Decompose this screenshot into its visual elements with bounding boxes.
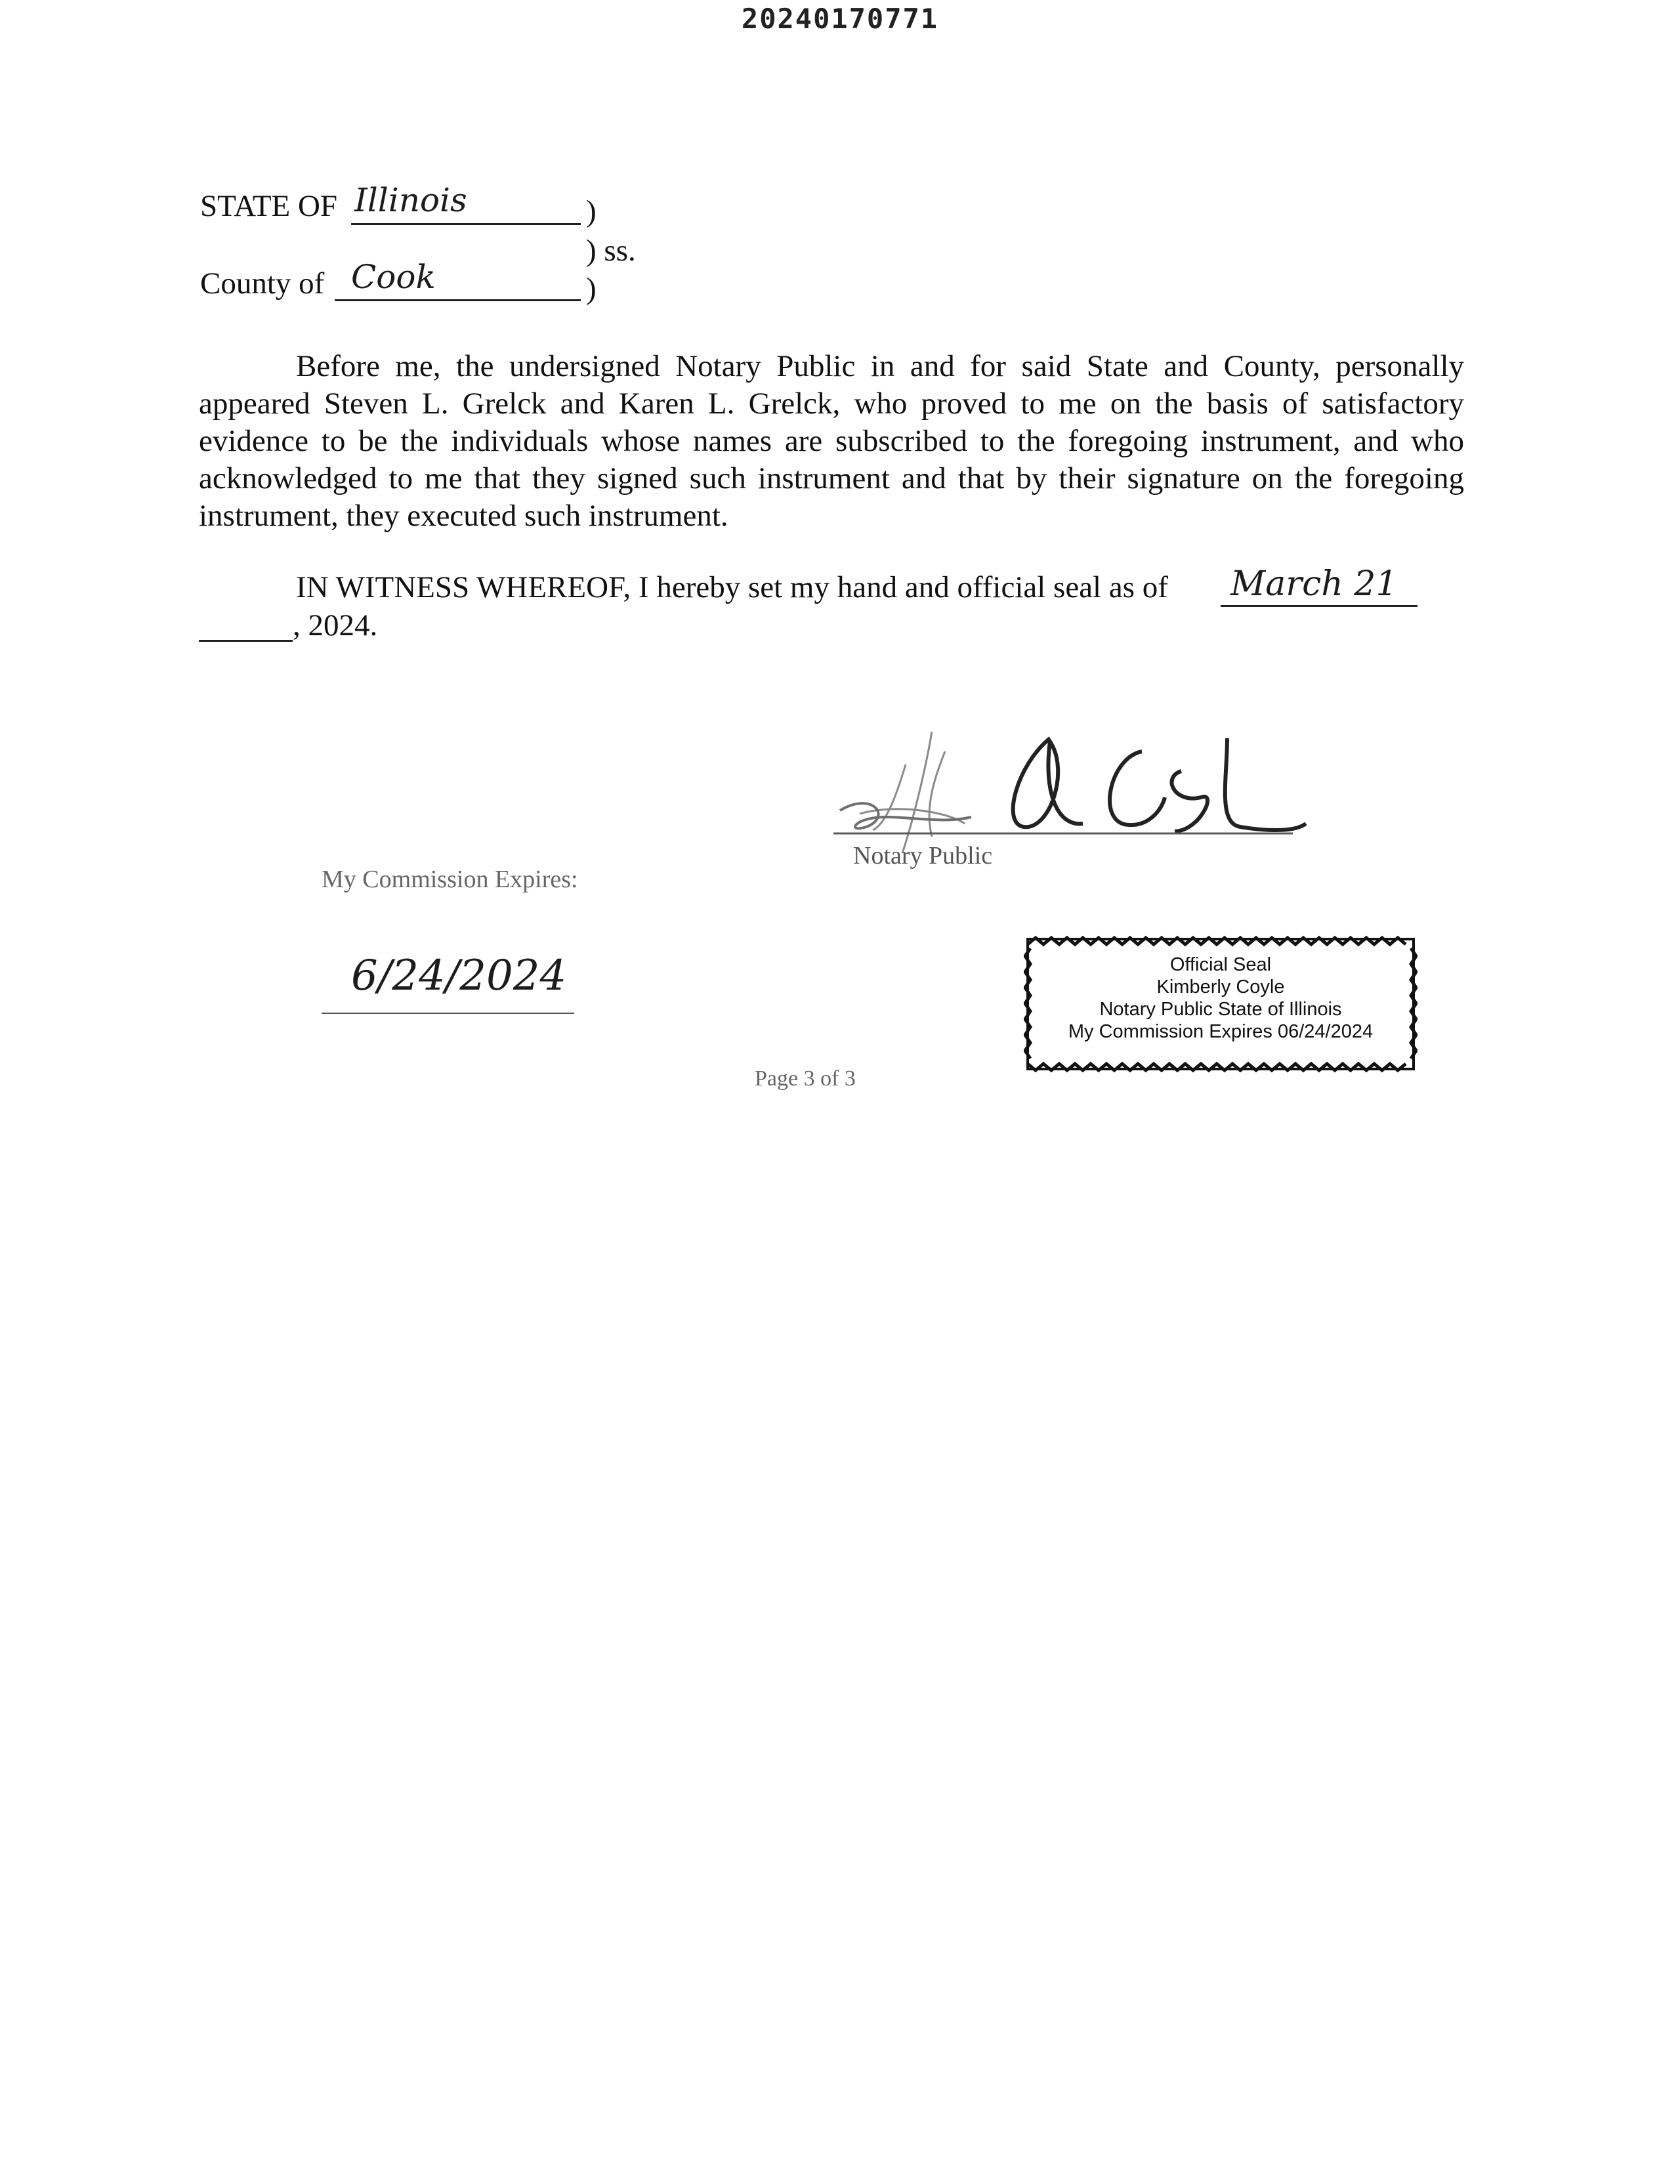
county-blank-line	[335, 299, 581, 301]
state-label: STATE OF	[200, 189, 338, 223]
witness-date-line	[1221, 605, 1418, 607]
commission-label: My Commission Expires:	[322, 866, 578, 893]
state-blank-line	[351, 223, 581, 225]
notary-public-label: Notary Public	[853, 842, 993, 870]
witness-year: , 2024.	[293, 608, 378, 642]
commission-date-line	[322, 1013, 574, 1014]
seal-jurisdiction: Notary Public State of Illinois	[1099, 999, 1342, 1020]
witness-year-blank-line	[199, 640, 293, 642]
state-paren: )	[586, 194, 597, 228]
official-seal-stamp	[1024, 935, 1418, 1073]
seal-title: Official Seal	[1169, 954, 1272, 975]
county-paren: )	[586, 272, 597, 306]
state-handwritten-value: Illinois	[354, 181, 467, 219]
witness-clause: IN WITNESS WHEREOF, I hereby set my hand and official seal as of	[296, 570, 1168, 604]
acknowledgment-paragraph: Before me, the undersigned Notary Public in and for said State and County, personally appeared Steven L. Grelck and Karen L. Grelck, who proved to me on the basis of satisfactory evidence to be the individuals whose names are subscribed to the foregoing instrument, and who acknowledged to me that they signed such instrument and that by their signature on the foregoing instrument, they executed such instrument.	[199, 349, 1464, 533]
document-number: 20240170771	[741, 3, 939, 35]
ss-notation: ) ss.	[586, 234, 636, 268]
county-handwritten-value: Cook	[351, 258, 436, 296]
witness-handwritten-date: March 21	[1230, 564, 1398, 604]
commission-handwritten-date: 6/24/2024	[351, 952, 567, 1000]
seal-expiration: My Commission Expires 06/24/2024	[1068, 1021, 1374, 1042]
county-label: County of	[200, 266, 325, 301]
seal-text-block	[1024, 954, 1418, 1043]
page-number: Page 3 of 3	[755, 1066, 856, 1091]
seal-notary-name: Kimberly Coyle	[1156, 976, 1285, 998]
